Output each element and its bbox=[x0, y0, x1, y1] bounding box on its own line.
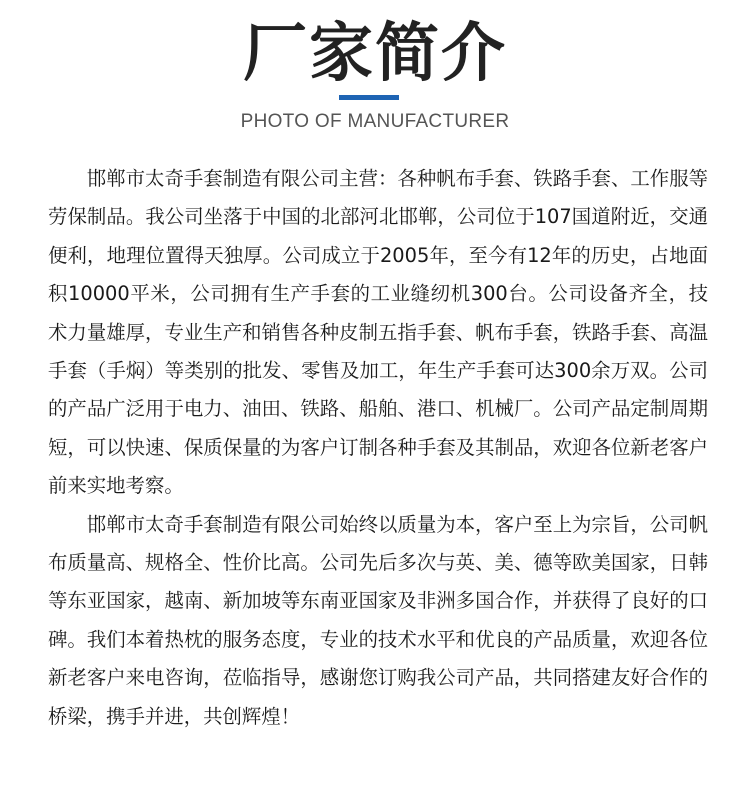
title-accent-bar bbox=[339, 95, 399, 100]
page-title: 厂家简介 bbox=[243, 17, 507, 91]
intro-paragraph-1: 邯郸市太奇手套制造有限公司主营：各种帆布手套、铁路手套、工作服等劳保制品。我公司坐落于中国的北部河北邯郸，公司位于107国道附近，交通便利，地理位置得天独厚。公司成立于2005年，至今有12年的历史，占地面积10000平米，公司拥有生产手套的工业缝纫机300台。公司设备齐全，技术力量雄厚，专业生产和销售各种皮制五指手套、帆布手套，铁路手套、高温手套（手焖）等类别的批发、零售及加工，年生产手套可达300余万双。公司的产品广泛用于电力、油田、铁路、船舶、港口、机械厂。公司产品定制周期短，可以快速、保质保量的为客户订制各种手套及其制品，欢迎各位新老客户前来实地考察。 bbox=[48, 167, 708, 498]
company-introduction bbox=[48, 160, 708, 736]
intro-paragraph-2: 邯郸市太奇手套制造有限公司始终以质量为本，客户至上为宗旨，公司帆布质量高、规格全、性价比高。公司先后多次与英、美、德等欧美国家，日韩等东亚国家，越南、新加坡等东南亚国家及非洲多国合作，并获得了良好的口碑。我们本着热枕的服务态度，专业的技术水平和优良的产品质量，欢迎各位新老客户来电咨询，莅临指导，感谢您订购我公司产品，共同搭建友好合作的桥梁，携手并进，共创辉煌！ bbox=[48, 512, 708, 728]
page-subtitle: PHOTO OF MANUFACTURER bbox=[240, 111, 510, 132]
